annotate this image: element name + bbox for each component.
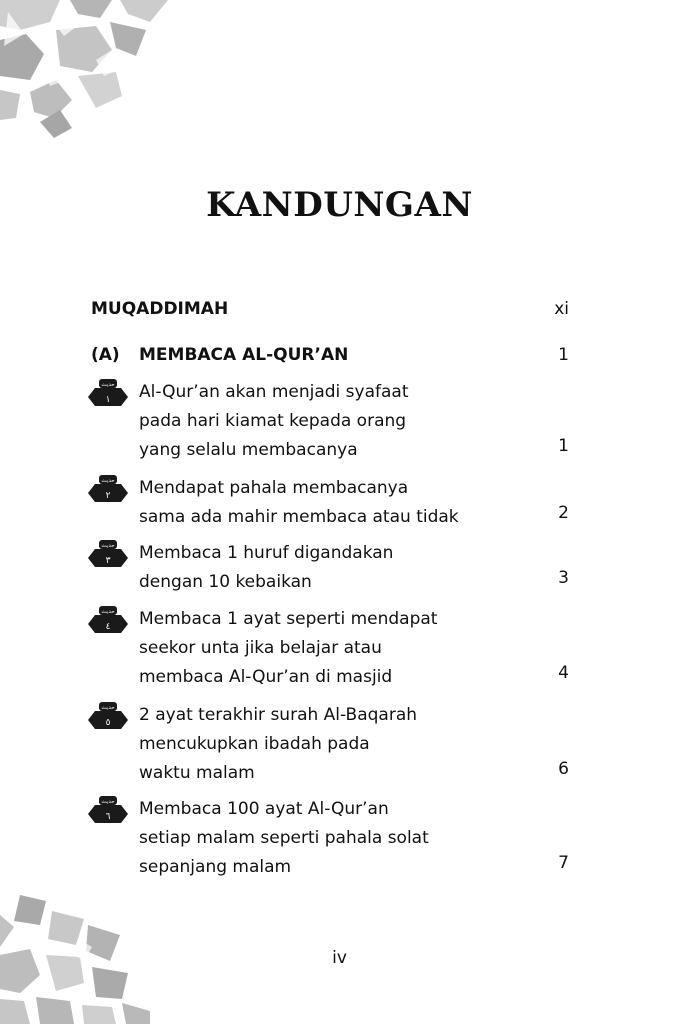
svg-text:حديث: حديث — [101, 799, 115, 805]
svg-text:حديث: حديث — [101, 609, 115, 615]
hadith-badge-icon — [86, 795, 130, 825]
section-page-number: 1 — [558, 345, 569, 365]
svg-text:٦: ٦ — [105, 812, 111, 822]
hadith-badge-icon — [86, 539, 130, 569]
svg-text:٤: ٤ — [105, 622, 111, 632]
svg-text:١: ١ — [105, 395, 111, 405]
muqaddimah-page-number: xi — [554, 299, 569, 319]
svg-text:حديث: حديث — [101, 478, 115, 484]
svg-text:٣: ٣ — [105, 556, 111, 566]
muqaddimah-label: MUQADDIMAH — [91, 299, 229, 319]
svg-text:حديث: حديث — [101, 705, 115, 711]
section-title: MEMBACA AL-QUR’AN — [139, 345, 349, 365]
entry-title: Al-Qur’an akan menjadi syafaat pada hari kiamat kepada orang yang selalu membacanya — [139, 382, 409, 460]
entry-page-number: 7 — [558, 853, 569, 873]
hadith-badge-icon — [86, 378, 130, 408]
entry-page-number: 3 — [558, 568, 569, 588]
entry-title: Mendapat pahala membacanya sama ada mahir membaca atau tidak — [139, 478, 459, 527]
svg-text:٥: ٥ — [105, 718, 111, 728]
hadith-badge-icon — [86, 474, 130, 504]
entry-title: Membaca 100 ayat Al-Qur’an setiap malam seperti pahala solat sepanjang malam — [139, 799, 429, 877]
entry-page-number: 1 — [558, 436, 569, 456]
section-letter: (A) — [91, 345, 120, 365]
entry-page-number: 2 — [558, 503, 569, 523]
footer-page-number: iv — [332, 948, 347, 968]
svg-text:حديث: حديث — [101, 543, 115, 549]
page-title: KANDUNGAN — [206, 184, 473, 225]
svg-text:حديث: حديث — [101, 382, 115, 388]
entry-title: 2 ayat terakhir surah Al-Baqarah mencukupkan ibadah pada waktu malam — [139, 705, 418, 783]
entry-page-number: 4 — [558, 663, 569, 683]
entry-title: Membaca 1 ayat seperti mendapat seekor unta jika belajar atau membaca Al-Qur’an di masjid — [139, 609, 438, 687]
hadith-badge-icon — [86, 605, 130, 635]
entry-title: Membaca 1 huruf digandakan dengan 10 kebaikan — [139, 543, 394, 592]
entry-page-number: 6 — [558, 759, 569, 779]
hadith-badge-icon — [86, 701, 130, 731]
svg-text:٢: ٢ — [105, 491, 111, 501]
